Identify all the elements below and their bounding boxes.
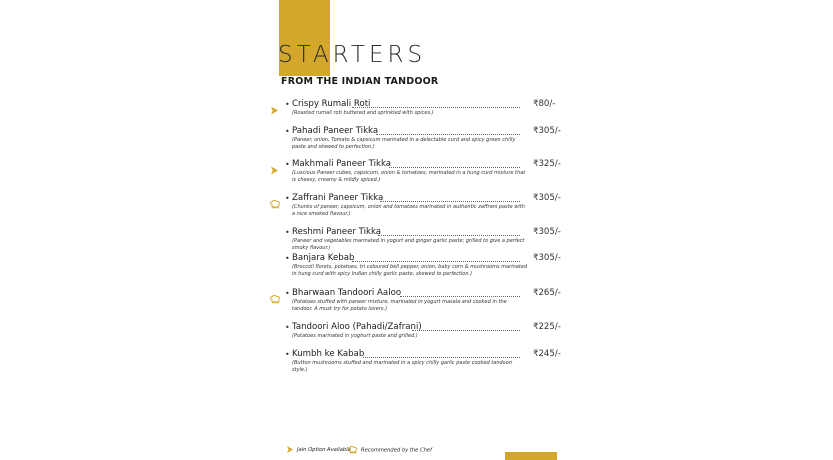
- item-price: ₹325/-: [533, 159, 561, 169]
- leader-dots: [389, 167, 520, 168]
- legend-jain-label: Jain Option Available: [297, 447, 351, 453]
- jain-icon: [286, 446, 294, 453]
- item-price: ₹305/-: [533, 227, 561, 237]
- bullet: •: [285, 350, 290, 359]
- item-description: (Chunks of paneer, capsicum, onion and tomatoes marinated in authentic zaffrani paste with a nice smoked flavour.): [292, 204, 525, 217]
- item-name: Banjara Kebab: [292, 253, 355, 263]
- item-price: ₹265/-: [533, 288, 561, 298]
- legend-jain: [286, 446, 351, 454]
- leader-dots: [376, 134, 520, 135]
- item-description: (Paneer, onion, Tomato & capsicum marinated in a delectable curd and spicy green chilly paste and skewed to perfection.): [292, 137, 516, 150]
- item-name: Crispy Rumali Roti: [292, 99, 371, 109]
- item-name: Zaffrani Paneer Tikka: [292, 193, 384, 203]
- chef-hat-icon: [270, 194, 282, 203]
- leader-dots: [380, 201, 520, 202]
- leader-dots: [352, 261, 520, 262]
- bullet: •: [285, 127, 290, 136]
- chef-hat-icon: [348, 446, 358, 454]
- item-name: Kumbh ke Kabab: [292, 349, 365, 359]
- item-name: Tandoori Aloo (Pahadi/Zafrani): [292, 322, 422, 332]
- legend-chef-label: Recommended by the Chef: [361, 447, 432, 454]
- item-description: (Roasted rumali roti buttered and sprinkled with spices.): [292, 110, 434, 116]
- page-subtitle: FROM THE INDIAN TANDOOR: [281, 76, 439, 87]
- bullet: •: [285, 289, 290, 298]
- leader-dots: [400, 296, 520, 297]
- item-price: ₹305/-: [533, 126, 561, 136]
- accent-block-bottom: [505, 452, 557, 460]
- bullet: •: [285, 160, 290, 169]
- jain-icon: [270, 160, 282, 169]
- leader-dots: [412, 330, 520, 331]
- leader-dots: [363, 357, 520, 358]
- item-description: (Paneer and vegetables marinated in yogurt and ginger garlic paste; grilled to give a perfect smoky flavour.): [292, 238, 525, 251]
- page-title: STARTERS: [278, 42, 427, 68]
- item-price: ₹305/-: [533, 193, 561, 203]
- item-price: ₹80/-: [533, 99, 556, 109]
- leader-dots: [378, 235, 520, 236]
- bullet: •: [285, 100, 290, 109]
- item-description: (Luscious Paneer cubes, capsicum, onion & tomatoes, marinated in a hung curd mixture that is cheesy, creamy & mildly spiced.): [292, 170, 526, 183]
- legend-chef: [348, 446, 432, 455]
- bullet: •: [285, 323, 290, 332]
- bullet: •: [285, 228, 290, 237]
- item-name: Reshmi Paneer Tikka: [292, 227, 382, 237]
- item-description: (Broccoli florets, potatoes, tri coloured bell pepper, onion, baby corn & mushrooms marinated in hung curd with spicy Indian chilly garlic paste, skewed to perfection.): [292, 264, 528, 277]
- item-name: Makhmali Paneer Tikka: [292, 159, 392, 169]
- item-name: Bharwaan Tandoori Aaloo: [292, 288, 402, 298]
- item-price: ₹225/-: [533, 322, 561, 332]
- bullet: •: [285, 254, 290, 263]
- leader-dots: [352, 107, 520, 108]
- item-name: Pahadi Paneer Tikka: [292, 126, 379, 136]
- item-description: (Potatoes stuffed with paneer mixture, marinated in yogurt masala and cooked in the tandoor. A must try for potato lovers.): [292, 299, 507, 312]
- bullet: •: [285, 194, 290, 203]
- item-description: (Potatoes marinated in yoghurt paste and grilled.): [292, 333, 418, 339]
- item-price: ₹305/-: [533, 253, 561, 263]
- chef-hat-icon: [270, 289, 282, 298]
- jain-icon: [270, 100, 282, 109]
- item-description: (Button mushrooms stuffed and marinated in a spicy chilly garlic paste cooked tandoori style.): [292, 360, 513, 373]
- item-price: ₹245/-: [533, 349, 561, 359]
